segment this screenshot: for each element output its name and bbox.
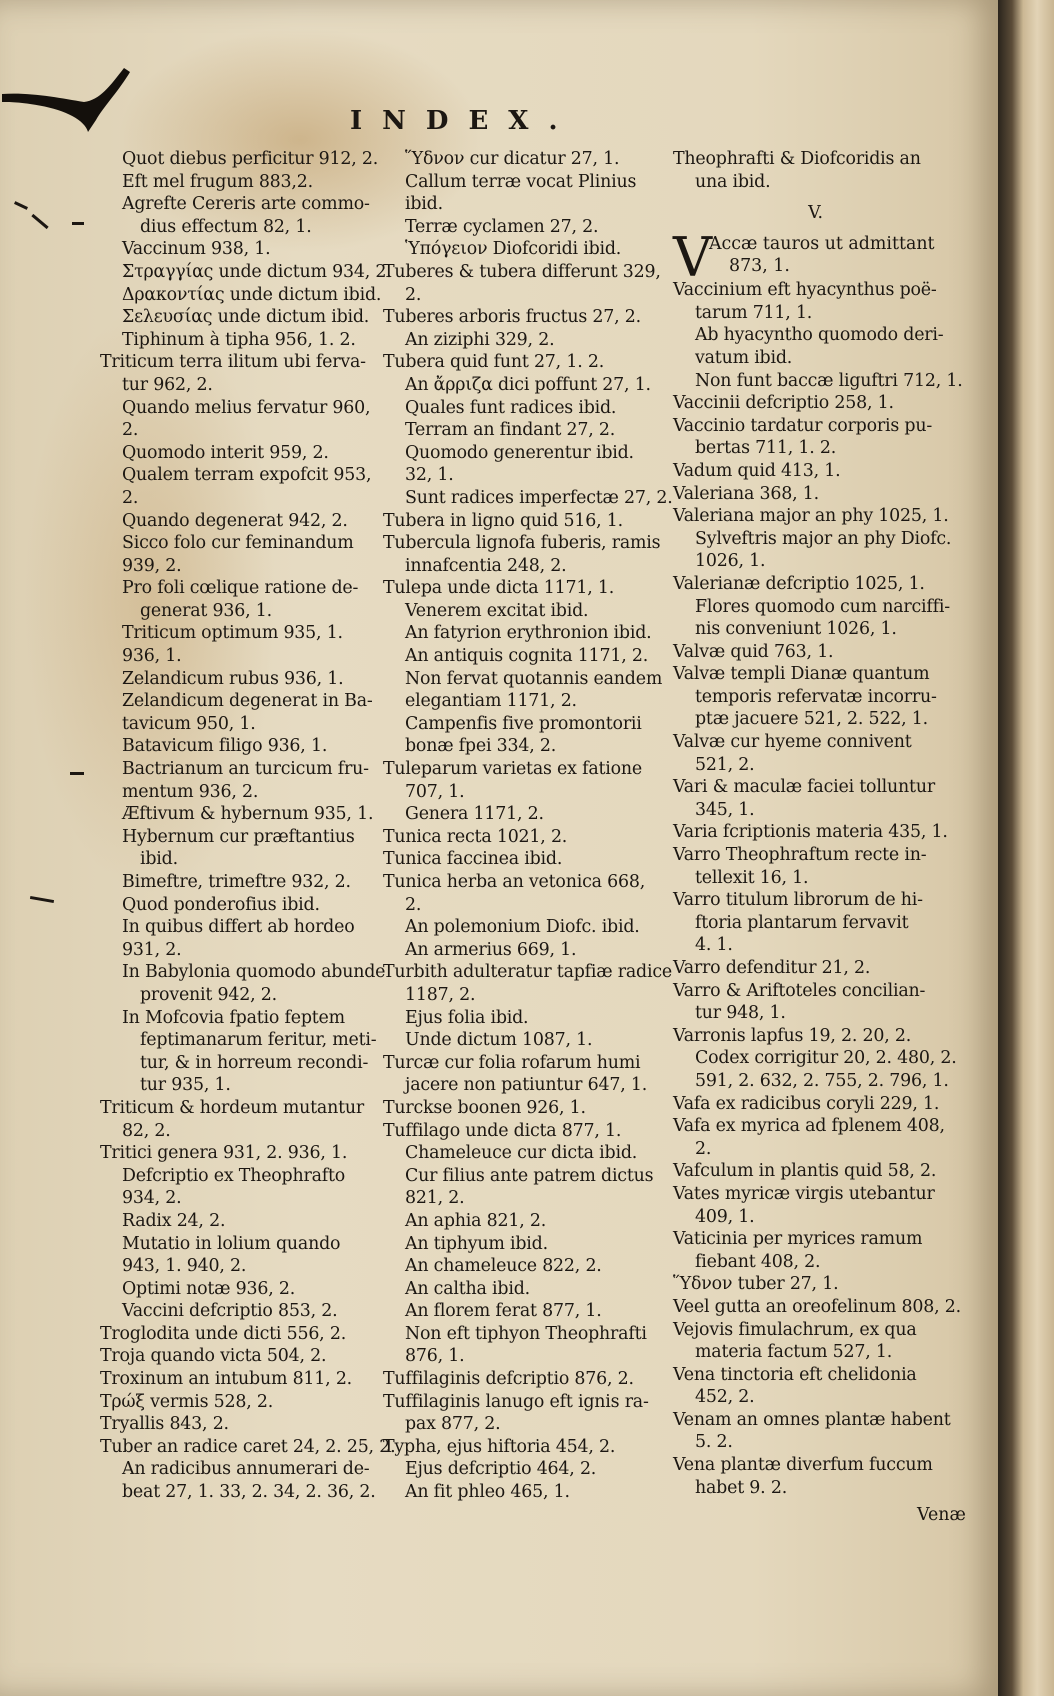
- index-entry: Vaccinii defcriptio 258, 1.: [673, 393, 894, 414]
- index-entry: An caltha ibid.: [405, 1278, 530, 1299]
- index-entry: Tuber an radice caret 24, 2. 25, 2.: [100, 1436, 396, 1457]
- index-entry: 2.: [122, 420, 139, 441]
- index-entry: ibid.: [405, 194, 443, 215]
- index-column-3: [673, 148, 963, 1499]
- index-entry: Venam an omnes plantæ habent: [673, 1409, 951, 1430]
- index-entry: Bimeftre, trimeftre 932, 2.: [122, 872, 351, 892]
- margin-tick-mark: [30, 896, 54, 903]
- index-entry: An polemonium Diofc. ibid.: [405, 917, 640, 938]
- index-entry: Agrefte Cereris arte commo-: [122, 194, 370, 215]
- index-entry: Tubera in ligno quid 516, 1.: [383, 510, 623, 531]
- index-entry: Terram an findant 27, 2.: [405, 420, 616, 441]
- index-entry: Vaccinium eft hyacynthus poë-: [673, 280, 937, 301]
- index-entry: Ejus defcriptio 464, 2.: [405, 1459, 597, 1480]
- index-entry: Turcæ cur folia rofarum humi: [383, 1052, 641, 1073]
- index-entry: mentum 936, 2.: [122, 781, 259, 802]
- dropcap-entry: [673, 226, 958, 290]
- index-entry: Radix 24, 2.: [122, 1210, 226, 1231]
- index-entry: Cur filius ante patrem dictus: [405, 1165, 654, 1186]
- index-entry: Tunica herba an vetonica 668,: [383, 872, 646, 892]
- index-entry: ibid.: [140, 849, 178, 870]
- index-entry: elegantiam 1171, 2.: [405, 691, 577, 712]
- index-entry: Troja quando victa 504, 2.: [100, 1346, 327, 1367]
- index-entry: habet 9. 2.: [695, 1477, 788, 1498]
- index-entry: Στραγγίας unde dictum 934, 2.: [122, 261, 392, 282]
- index-entry: Sunt radices imperfectæ 27, 2.: [405, 487, 673, 508]
- index-entry: vatum ibid.: [695, 347, 793, 368]
- index-entry: tarum 711, 1.: [695, 302, 813, 323]
- index-entry: Tuleparum varietas ex fatione: [383, 759, 642, 780]
- index-entry: Bactrianum an turcicum fru-: [122, 759, 369, 780]
- dropcap-line-1: Accæ tauros ut admittant: [709, 234, 935, 255]
- index-entry: Tritici genera 931, 2. 936, 1.: [100, 1143, 348, 1164]
- index-entry: 82, 2.: [122, 1120, 171, 1141]
- index-entry: Qualem terram expofcit 953,: [122, 465, 372, 486]
- index-entry: tur, & in horreum recondi-: [140, 1052, 369, 1073]
- index-entry: Ὕδνον tuber 27, 1.: [673, 1274, 839, 1295]
- index-entry: Tiphinum à tipha 956, 1. 2.: [122, 329, 356, 350]
- index-entry: Theophrafti & Diofcoridis an: [673, 149, 921, 169]
- index-entry: Terræ cyclamen 27, 2.: [405, 216, 599, 237]
- column3-top-entries: [673, 148, 958, 193]
- index-entry: Quando degenerat 942, 2.: [122, 510, 348, 531]
- index-entry: innafcentia 248, 2.: [405, 555, 567, 576]
- index-entry: 876, 1.: [405, 1346, 465, 1367]
- index-entry: Tuberes & tubera differunt 329,: [383, 261, 661, 282]
- index-entry: An ἄρριζα dici poffunt 27, 1.: [405, 374, 651, 395]
- index-entry: pax 877, 2.: [405, 1414, 501, 1435]
- index-entry: Batavicum filigo 936, 1.: [122, 736, 328, 757]
- index-entry: Tuberes arboris fructus 27, 2.: [383, 307, 642, 328]
- index-entry: An fatyrion erythronion ibid.: [405, 623, 652, 644]
- ink-blot-mark: [0, 62, 140, 142]
- index-entry: ptæ jacuere 521, 2. 522, 1.: [695, 709, 928, 730]
- index-entry: Tubera quid funt 27, 1. 2.: [383, 352, 605, 373]
- index-entry: Vaccinum 938, 1.: [122, 239, 271, 260]
- index-entry: Vadum quid 413, 1.: [673, 460, 841, 481]
- index-entry: Sicco folo cur feminandum: [122, 533, 354, 554]
- index-entry: bonæ fpei 334, 2.: [405, 736, 557, 757]
- index-entry: Tulepa unde dicta 1171, 1.: [383, 578, 615, 599]
- index-entry: Optimi notæ 936, 2.: [122, 1278, 296, 1299]
- index-entry: Troglodita unde dicti 556, 2.: [100, 1323, 347, 1344]
- catchword: Venæ: [917, 1505, 966, 1525]
- index-entry: Valvæ cur hyeme connivent: [673, 732, 912, 753]
- dropcap-line-2: 873, 1.: [729, 256, 790, 277]
- index-entry: Turbith adulteratur tapfiæ radice: [383, 962, 672, 983]
- index-entry: Non eft tiphyon Theophrafti: [405, 1323, 647, 1344]
- index-entry: feptimanarum feritur, meti-: [140, 1030, 377, 1051]
- index-entry: Zelandicum degenerat in Ba-: [122, 691, 373, 712]
- index-entry: tur 962, 2.: [122, 374, 213, 395]
- index-entry: 4. 1.: [695, 935, 733, 956]
- index-entry: generat 936, 1.: [140, 600, 272, 621]
- index-entry: Triticum terra ilitum ubi ferva-: [100, 352, 366, 373]
- index-entry: Valvæ quid 763, 1.: [673, 641, 834, 662]
- index-entry: Valeriana major an phy 1025, 1.: [673, 506, 949, 527]
- index-entry: Varia fcriptionis materia 435, 1.: [673, 822, 948, 843]
- index-entry: Vejovis fimulachrum, ex qua: [673, 1319, 917, 1340]
- index-entry: Mutatio in lolium quando: [122, 1233, 341, 1254]
- index-entry: Tuffilago unde dicta 877, 1.: [383, 1120, 622, 1141]
- index-entry: Varro Theophraftum recte in-: [673, 845, 927, 866]
- index-entry: Callum terræ vocat Plinius: [405, 171, 637, 192]
- index-entry: 934, 2.: [122, 1188, 182, 1209]
- index-entry: 1187, 2.: [405, 984, 476, 1005]
- index-entry: dius effectum 82, 1.: [140, 216, 312, 237]
- index-entry: Varro & Ariftoteles concilian-: [673, 980, 926, 1001]
- index-entry: Quod ponderofius ibid.: [122, 894, 320, 915]
- column3-entries: [673, 279, 963, 1499]
- index-entry: Codex corrigitur 20, 2. 480, 2.: [695, 1048, 957, 1069]
- index-entry: materia factum 527, 1.: [695, 1342, 893, 1363]
- index-entry: Campenfis five promontorii: [405, 713, 642, 734]
- section-letter: V.: [808, 203, 823, 224]
- index-entry: fiebant 408, 2.: [695, 1251, 821, 1272]
- index-entry: 1026, 1.: [695, 551, 766, 572]
- index-entry: Varro titulum librorum de hi-: [673, 890, 923, 911]
- index-entry: Zelandicum rubus 936, 1.: [122, 668, 344, 689]
- index-entry: Tuffilaginis lanugo eft ignis ra-: [383, 1391, 649, 1412]
- index-entry: Tunica recta 1021, 2.: [383, 826, 568, 847]
- index-entry: Troxinum an intubum 811, 2.: [100, 1369, 353, 1390]
- index-entry: An tiphyum ibid.: [405, 1233, 548, 1254]
- index-entry: 821, 2.: [405, 1188, 465, 1209]
- index-entry: Δρακοντίας unde dictum ibid.: [122, 284, 382, 305]
- index-entry: 943, 1. 940, 2.: [122, 1256, 247, 1277]
- index-entry: Vena plantæ diverfum fuccum: [673, 1455, 933, 1476]
- index-entry: Triticum & hordeum mutantur: [100, 1097, 364, 1118]
- dropcap-letter: V: [673, 226, 712, 290]
- index-column-1: [100, 148, 396, 1504]
- index-entry: 2.: [695, 1138, 712, 1159]
- index-entry: Sylveftris major an phy Diofc.: [695, 528, 952, 549]
- index-entry: Æftivum & hybernum 935, 1.: [122, 804, 374, 825]
- index-entry: Eft mel frugum 883,2.: [122, 171, 313, 192]
- page-header-title: INDEX.: [350, 106, 578, 136]
- index-entry: una ibid.: [695, 171, 771, 192]
- index-entry: provenit 942, 2.: [140, 984, 277, 1005]
- index-column-2: [383, 148, 673, 1504]
- index-entry: Τρώξ vermis 528, 2.: [100, 1391, 274, 1412]
- index-entry: Ejus folia ibid.: [405, 1007, 529, 1028]
- index-entry: Varronis lapfus 19, 2. 20, 2.: [673, 1025, 912, 1046]
- index-entry: In Babylonia quomodo abunde: [122, 962, 386, 983]
- margin-tick-mark: [72, 222, 84, 225]
- index-entry: Hybernum cur præftantius: [122, 826, 355, 847]
- index-entry: tur 948, 1.: [695, 1003, 786, 1024]
- index-entry: 452, 2.: [695, 1387, 755, 1408]
- index-entry: Vafculum in plantis quid 58, 2.: [673, 1161, 937, 1182]
- index-entry: Vaticinia per myrices ramum: [673, 1229, 923, 1250]
- index-entry: Ὕδνον cur dicatur 27, 1.: [405, 149, 620, 169]
- index-entry: In Mofcovia fpatio feptem: [122, 1007, 345, 1028]
- index-entry: Valerianæ defcriptio 1025, 1.: [673, 573, 925, 594]
- index-entry: 939, 2.: [122, 555, 182, 576]
- index-entry: Quales funt radices ibid.: [405, 397, 617, 418]
- index-entry: An radicibus annumerari de-: [122, 1459, 370, 1480]
- index-entry: Non fervat quotannis eandem: [405, 668, 663, 689]
- index-entry: Quot diebus perficitur 912, 2.: [122, 149, 379, 169]
- book-spine: [998, 0, 1054, 1696]
- index-entry: Valvæ templi Dianæ quantum: [673, 664, 930, 685]
- index-entry: Σελευσίας unde dictum ibid.: [122, 307, 370, 328]
- index-entry: Defcriptio ex Theophrafto: [122, 1165, 346, 1186]
- index-entry: Vena tinctoria eft chelidonia: [673, 1364, 917, 1385]
- index-entry: Triticum optimum 935, 1.: [122, 623, 343, 644]
- index-entry: Venerem excitat ibid.: [405, 600, 589, 621]
- index-entry: 591, 2. 632, 2. 755, 2. 796, 1.: [695, 1070, 949, 1091]
- index-entry: Ὑπόγειον Diofcoridi ibid.: [405, 239, 622, 260]
- index-entry: 2.: [122, 487, 139, 508]
- index-entry: An armerius 669, 1.: [405, 939, 577, 960]
- index-entry: Quomodo interit 959, 2.: [122, 442, 329, 463]
- index-entry: Tryallis 843, 2.: [100, 1414, 229, 1435]
- index-entry: 936, 1.: [122, 646, 182, 667]
- index-entry: Unde dictum 1087, 1.: [405, 1030, 593, 1051]
- index-entry: In quibus differt ab hordeo: [122, 917, 355, 938]
- index-entry: tavicum 950, 1.: [122, 713, 256, 734]
- index-entry: An antiquis cognita 1171, 2.: [405, 646, 649, 667]
- index-entry: 2.: [405, 284, 422, 305]
- index-entry: 409, 1.: [695, 1206, 755, 1227]
- index-entry: ftoria plantarum fervavit: [695, 912, 909, 933]
- index-entry: Vaccini defcriptio 853, 2.: [122, 1301, 338, 1322]
- index-entry: temporis refervatæ incorru-: [695, 686, 937, 707]
- index-entry: Vaccinio tardatur corporis pu-: [673, 415, 932, 436]
- index-entry: Veel gutta an oreofelinum 808, 2.: [673, 1296, 961, 1317]
- index-entry: Vafa ex myrica ad fplenem 408,: [673, 1116, 945, 1137]
- index-entry: 5. 2.: [695, 1432, 733, 1453]
- index-entry: Pro foli cœlique ratione de-: [122, 578, 359, 599]
- index-entry: tellexit 16, 1.: [695, 867, 809, 888]
- index-entry: 707, 1.: [405, 781, 465, 802]
- margin-tick-mark: [14, 201, 28, 210]
- index-entry: An fit phleo 465, 1.: [405, 1482, 570, 1503]
- index-entry: Vafa ex radicibus coryli 229, 1.: [673, 1093, 940, 1114]
- index-entry: jacere non patiuntur 647, 1.: [405, 1075, 648, 1096]
- index-entry: Tuffilaginis defcriptio 876, 2.: [383, 1369, 634, 1390]
- index-entry: Genera 1171, 2.: [405, 804, 544, 825]
- index-entry: An ziziphi 329, 2.: [405, 329, 555, 350]
- index-entry: 2.: [405, 894, 422, 915]
- index-entry: Tunica faccinea ibid.: [383, 849, 563, 870]
- index-entry: Typha, ejus hiftoria 454, 2.: [383, 1436, 616, 1457]
- index-entry: An aphia 821, 2.: [405, 1210, 547, 1231]
- index-entry: Valeriana 368, 1.: [673, 483, 819, 504]
- index-entry: Varro defenditur 21, 2.: [673, 958, 871, 978]
- index-entry: bertas 711, 1. 2.: [695, 438, 837, 459]
- index-entry: Flores quomodo cum narciffi-: [695, 596, 950, 617]
- index-entry: 345, 1.: [695, 799, 755, 820]
- index-entry: Ab hyacyntho quomodo deri-: [695, 325, 944, 346]
- index-entry: Turckse boonen 926, 1.: [383, 1097, 586, 1118]
- index-entry: nis conveniunt 1026, 1.: [695, 619, 897, 640]
- margin-tick-mark: [70, 772, 84, 775]
- index-entry: An florem ferat 877, 1.: [405, 1301, 602, 1322]
- index-entry: 931, 2.: [122, 939, 182, 960]
- index-entry: beat 27, 1. 33, 2. 34, 2. 36, 2.: [122, 1482, 376, 1503]
- index-entry: Quando melius fervatur 960,: [122, 397, 371, 418]
- index-entry: tur 935, 1.: [140, 1075, 231, 1096]
- index-entry: An chameleuce 822, 2.: [405, 1256, 602, 1277]
- index-entry: Chameleuce cur dicta ibid.: [405, 1143, 638, 1164]
- index-entry: Non funt baccæ liguftri 712, 1.: [695, 370, 963, 391]
- index-entry: Vates myricæ virgis utebantur: [673, 1183, 935, 1204]
- index-entry: 521, 2.: [695, 754, 755, 775]
- index-entry: Tubercula lignofa fuberis, ramis: [383, 533, 661, 554]
- margin-tick-mark: [31, 214, 48, 229]
- index-entry: 32, 1.: [405, 465, 454, 486]
- index-entry: Quomodo generentur ibid.: [405, 442, 634, 463]
- index-entry: Vari & maculæ faciei tolluntur: [673, 777, 935, 798]
